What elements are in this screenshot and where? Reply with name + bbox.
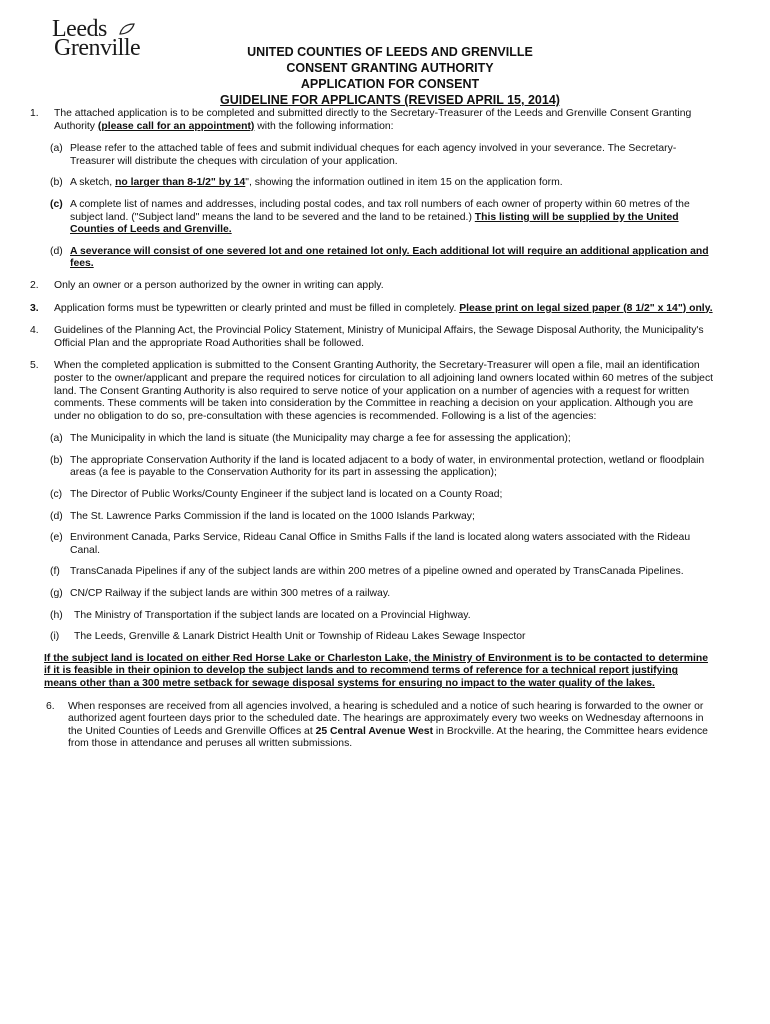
agency-item xyxy=(50,532,720,557)
sub-label: (e) xyxy=(50,532,63,544)
sub-label: (c) xyxy=(50,489,63,501)
agency-item xyxy=(50,433,720,446)
item-emphasis: (please call for an appointment) xyxy=(97,120,255,132)
item-number: 3. xyxy=(30,302,39,314)
leaf-icon xyxy=(118,22,136,36)
item-number: 5. xyxy=(30,360,39,372)
sub-label: (c) xyxy=(50,198,63,210)
sub-label: (f) xyxy=(50,566,60,578)
item-4 xyxy=(30,325,720,350)
agency-item xyxy=(50,489,720,502)
sub-emphasis: A severance will consist of one severed lot and one retained lot only. Each additional lot will require an additional application and fees. xyxy=(70,245,709,270)
logo-line-1: Leeds xyxy=(52,16,107,42)
document-title xyxy=(180,44,600,108)
item-text: When responses are received from all agencies involved, a hearing is scheduled and a notice of such hearing is forwarded to the owner or authorized agent fourteen days prior to the scheduled date. The hearings are approximately every two weeks on Wednesday afternoons in the United Counties of Leeds and Grenville Offices at xyxy=(68,700,704,737)
sub-label: (d) xyxy=(50,510,63,522)
sub-text: ", showing the information outlined in item 15 on the application form. xyxy=(245,177,563,189)
sub-text: A complete list of names and addresses, including postal codes, and tax roll numbers of each owner of property within 60 metres of the subject land. ("Subject land" means the land to be severed and the land to be retained.) xyxy=(70,198,690,223)
item-number: 4. xyxy=(30,325,39,337)
logo-line-2: Grenville xyxy=(54,35,141,61)
item-5 xyxy=(30,360,720,423)
title-line-2: CONSENT GRANTING AUTHORITY xyxy=(286,61,494,75)
item-emphasis: Please print on legal sized paper (8 1/2" x 14") only. xyxy=(459,302,713,314)
lake-warning-note: If the subject land is located on either Red Horse Lake or Charleston Lake, the Ministry of Environment is to be contacted to determine if it is feasible in their opinion to develop the subject lands and to recommend terms of reference for a technical report justifying means other than a 300 metre setback for sewage disposal systems for ensuring no impact to the water quality of the lakes. xyxy=(44,652,708,689)
item-1-b xyxy=(50,177,720,190)
guideline-body xyxy=(30,108,720,761)
agency-item xyxy=(50,588,720,601)
item-1-d xyxy=(50,246,720,271)
sub-text: Environment Canada, Parks Service, Rideau Canal Office in Smiths Falls if the land is located along waters associated with the Rideau Canal. xyxy=(70,532,691,556)
title-line-1: UNITED COUNTIES OF LEEDS AND GRENVILLE xyxy=(247,45,533,59)
item-1-a xyxy=(50,143,720,168)
sub-text: TransCanada Pipelines if any of the subject lands are within 200 metres of a pipeline owned and operated by TransCanada Pipelines. xyxy=(70,566,684,578)
item-text: Only an owner or a person authorized by the owner in writing can apply. xyxy=(54,279,384,291)
item-text: in Brockville. At the hearing, the Committee hears evidence from those in attendance and peruses all written submissions. xyxy=(68,725,708,750)
item-6 xyxy=(30,701,720,751)
sub-label: (h) xyxy=(50,609,63,621)
item-number: 2. xyxy=(30,279,39,291)
sub-label: (i) xyxy=(50,631,60,643)
agency-item xyxy=(50,610,720,623)
item-number: 6. xyxy=(46,700,55,712)
sub-label: (a) xyxy=(50,143,63,155)
leeds-grenville-logo xyxy=(52,16,162,62)
item-1 xyxy=(30,108,720,133)
sub-text: A sketch, xyxy=(70,177,116,189)
sub-text: The Director of Public Works/County Engineer if the subject land is located on a County Road; xyxy=(70,489,503,501)
item-text: Application forms must be typewritten or clearly printed and must be filled in completely. xyxy=(54,302,460,314)
agency-item xyxy=(50,511,720,524)
sub-label: (a) xyxy=(50,433,63,445)
title-line-3: APPLICATION FOR CONSENT xyxy=(300,77,480,91)
agency-item xyxy=(50,631,720,644)
sub-text: The appropriate Conservation Authority if the land is located adjacent to a body of water, in environmental protection, wetland or floodplain areas (a fee is payable to the Conservation Authority for its part in assessing the application); xyxy=(70,454,705,479)
sub-text: CN/CP Railway if the subject lands are within 300 metres of a railway. xyxy=(70,588,391,600)
sub-emphasis: This listing will be supplied by the United Counties of Leeds and Grenville. xyxy=(70,211,679,236)
item-1-c xyxy=(50,199,720,237)
sub-label: (b) xyxy=(50,177,63,189)
sub-label: (b) xyxy=(50,454,63,466)
item-text: Guidelines of the Planning Act, the Provincial Policy Statement, Ministry of Municipal Affairs, the Sewage Disposal Authority, the Municipality's Official Plan and the appropriate Road Authorities shall be followed. xyxy=(54,325,704,349)
item-emphasis: 25 Central Avenue West xyxy=(315,725,434,737)
item-2 xyxy=(30,280,720,293)
sub-text: The Ministry of Transportation if the subject lands are located on a Provincial Highway. xyxy=(74,609,471,621)
sub-text: Please refer to the attached table of fees and submit individual cheques for each agency involved in your severance. The Secretary-Treasurer will distribute the cheques with circulation of your application. xyxy=(70,143,677,167)
sub-text: The Leeds, Grenville & Lanark District Health Unit or Township of Rideau Lakes Sewage Inspector xyxy=(74,631,526,643)
sub-emphasis: no larger than 8-1/2" by 14 xyxy=(115,177,246,189)
sub-text: The Municipality in which the land is situate (the Municipality may charge a fee for assessing the application); xyxy=(70,433,571,445)
agency-item xyxy=(50,455,720,480)
title-line-4: GUIDELINE FOR APPLICANTS (REVISED APRIL 15, 2014) xyxy=(220,93,560,107)
agency-item xyxy=(50,566,720,579)
item-3 xyxy=(30,303,720,316)
sub-label: (d) xyxy=(50,245,63,257)
sub-text: The St. Lawrence Parks Commission if the land is located on the 1000 Islands Parkway; xyxy=(70,510,475,522)
item-number: 1. xyxy=(30,108,39,119)
item-text: When the completed application is submitted to the Consent Granting Authority, the Secretary-Treasurer will open a file, mail an identification poster to the owner/applicant and prepare the required notices for circulation to all adjoining land owners located within 60 metres of the subject land. The Consent Granting Authority is also required to serve notice of your application on a number of agencies with a request for written comments. These comments will be taken into consideration by the Committee in reaching a decision on your application. Although you are under no obligation to do so, pre-consultation with these agencies is recommended. Following is a list of the agencies: xyxy=(54,360,714,422)
item-text: with the following information: xyxy=(254,120,394,132)
sub-label: (g) xyxy=(50,588,63,600)
item-text: The attached application is to be completed and submitted directly to the Secretary-Treasurer of the Leeds and Grenville Consent Granting Authority xyxy=(54,108,692,132)
